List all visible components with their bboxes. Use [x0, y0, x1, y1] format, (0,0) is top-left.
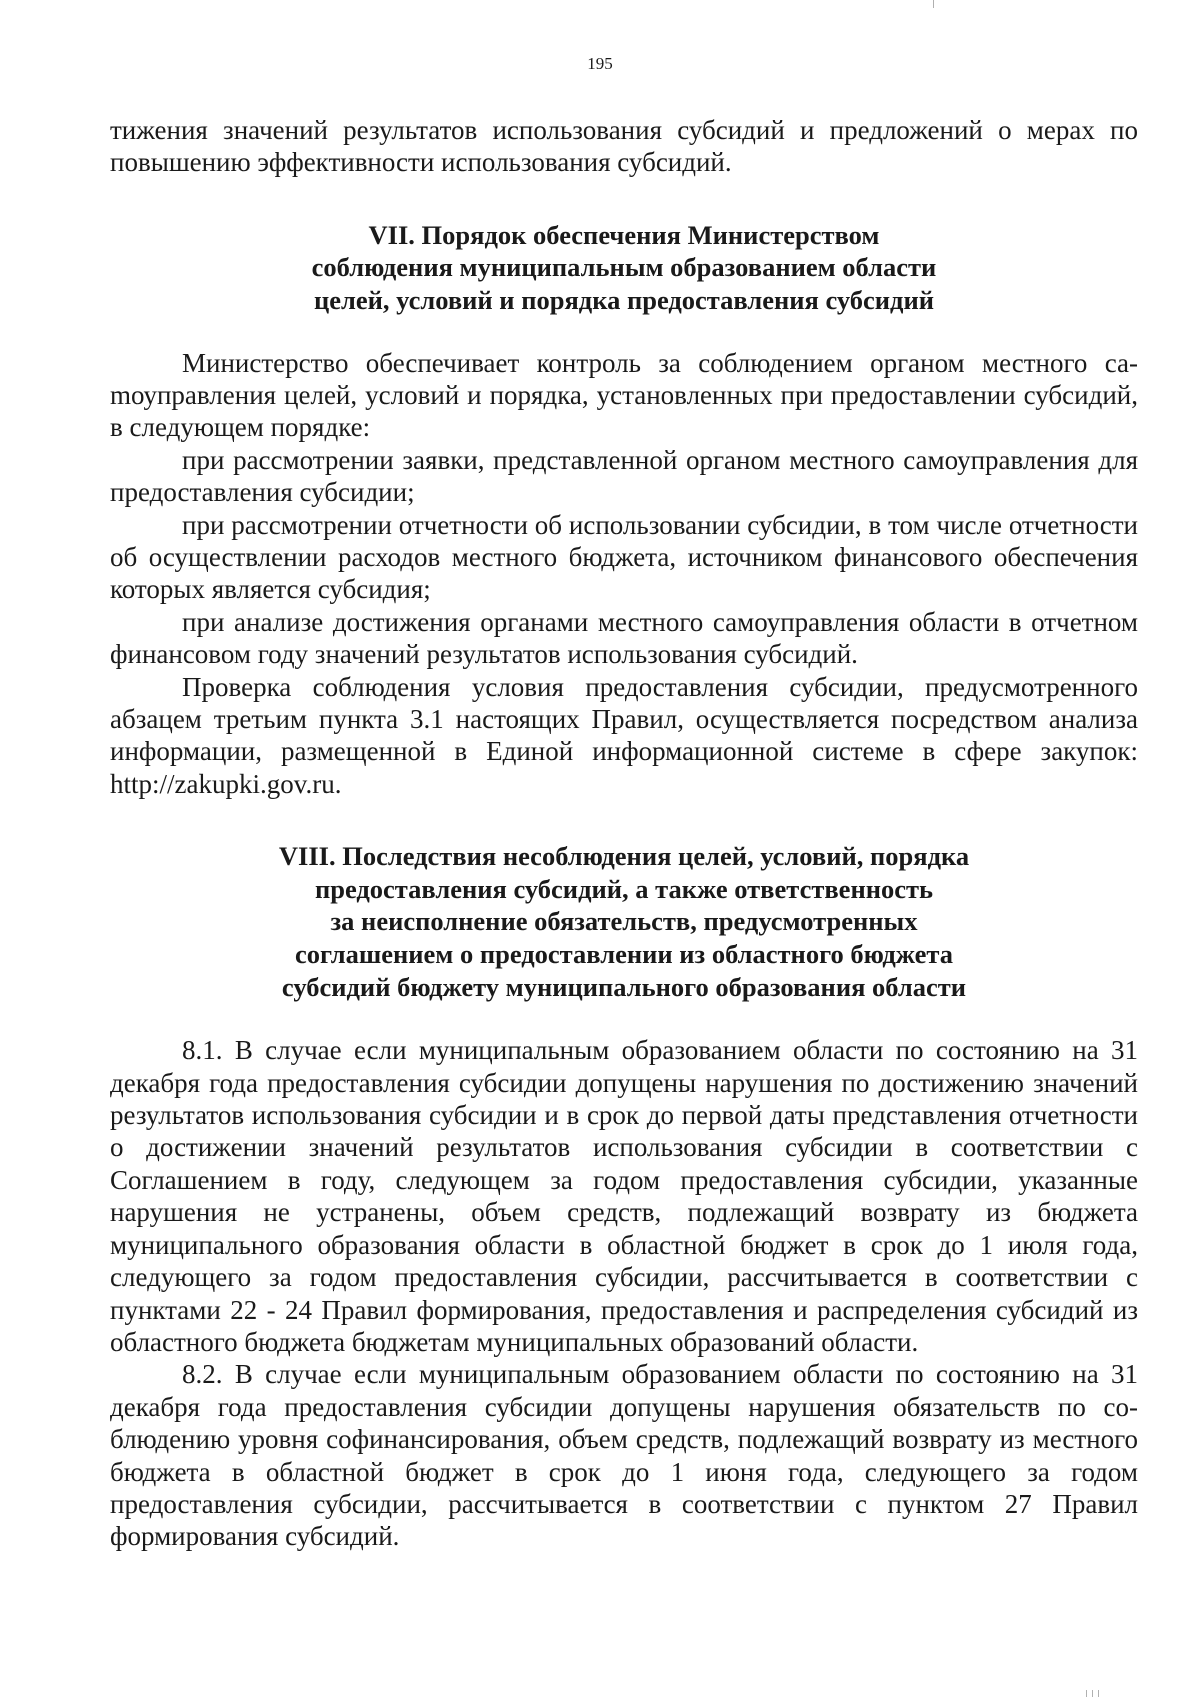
page-number: 195 [587, 54, 613, 73]
section-7-paragraph: Министерство обеспечивает контроль за соблюдением органом местного саmоуправления целей, условий и порядка, установленных при предоставлении субсидий, в следующем порядке: [110, 347, 1138, 443]
intro-paragraph: тижения значений результатов использования субсидий и предложений о мерах по повышению эффективности использования субсидий. [110, 115, 1138, 178]
scan-artifact [1086, 1690, 1087, 1697]
section-8-heading-line: соглашением о предоставлении из областного бюджета [295, 939, 953, 970]
section-8-heading-line: субсидий бюджету муниципального образования области [281, 971, 967, 1002]
section-8-heading-line: за неисполнение обязательств, предусмотренных [330, 906, 918, 937]
section-8-paragraph: 8.1. В случае если муниципальным образованием области по состоянию на 31 декабря года предоставления субсидии допущены нарушения по достижению значений результатов использования субсидии и в срок до первой даты представления отчетности о достижении значений результатов использования субсидии в соответствии с Соглашением в году, следующем за годом предоставления субсидии, указанные нарушения не устранены, объем средств, подлежащий возврату из бюджета муниципального образования области в областной бюджет в срок до 1 июля года, следующего за годом предоставления субсидии, рассчитывается в соответствии с пунктами 22 - 24 Правил формирования, предоставления и распределения субсидий из областного бюджета бюджетам муниципальных образований области. [110, 1035, 1138, 1357]
section-8-heading-line: VIII. Последствия несоблюдения целей, условий, порядка [278, 841, 970, 872]
section-8-paragraph: 8.2. В случае если муниципальным образованием области по состоянию на 31 декабря года предоставления субсидии допущены нарушения обязательств по соблюдению уровня софинансирования, объем средств, подлежащий возврату из местного бюджета в областной бюджет в срок до 1 июня года, следующего за годом предоставления субсидии, рассчитывается в соответствии с пунктом 27 Правил формирования субсидий. [110, 1359, 1138, 1552]
section-7-paragraph: Проверка соблюдения условия предоставления субсидии, предусмотренного абзацем третьим пункта 3.1 настоящих Правил, осуществляется посредством анализа информации, размещенной в Единой информационной системе в сфере закупок: http://zakupki.gov.ru. [110, 671, 1138, 799]
scan-artifact [1098, 1690, 1099, 1697]
section-7-heading [110, 219, 1138, 317]
section-7-heading-line: целей, условий и порядка предоставления субсидий [314, 285, 934, 315]
section-7-body [110, 347, 1138, 801]
section-8-heading-line: предоставления субсидий, а также ответственность [314, 873, 934, 904]
section-7-paragraph: при рассмотрении заявки, представленной органом местного самоуправления для предоставления субсидии; [110, 444, 1138, 508]
scan-artifact [1092, 1690, 1093, 1697]
section-8-body [110, 1034, 1138, 1553]
section-7-heading-line: VII. Порядок обеспечения Министерством [368, 219, 880, 250]
section-8-heading [110, 840, 1138, 1003]
section-7-paragraph: при рассмотрении отчетности об использовании субсидии, в том числе отчетности об осуществлении расходов местного бюджета, источником финансового обеспечения которых является субсидия; [110, 509, 1138, 605]
section-7-heading-line: соблюдения муниципальным образованием области [311, 252, 937, 283]
document-body [110, 114, 1138, 1553]
scan-artifact [933, 0, 934, 8]
section-7-paragraph: при анализе достижения органами местного самоуправления области в отчетном финансовом году значений результатов использования субсидий. [110, 606, 1138, 670]
